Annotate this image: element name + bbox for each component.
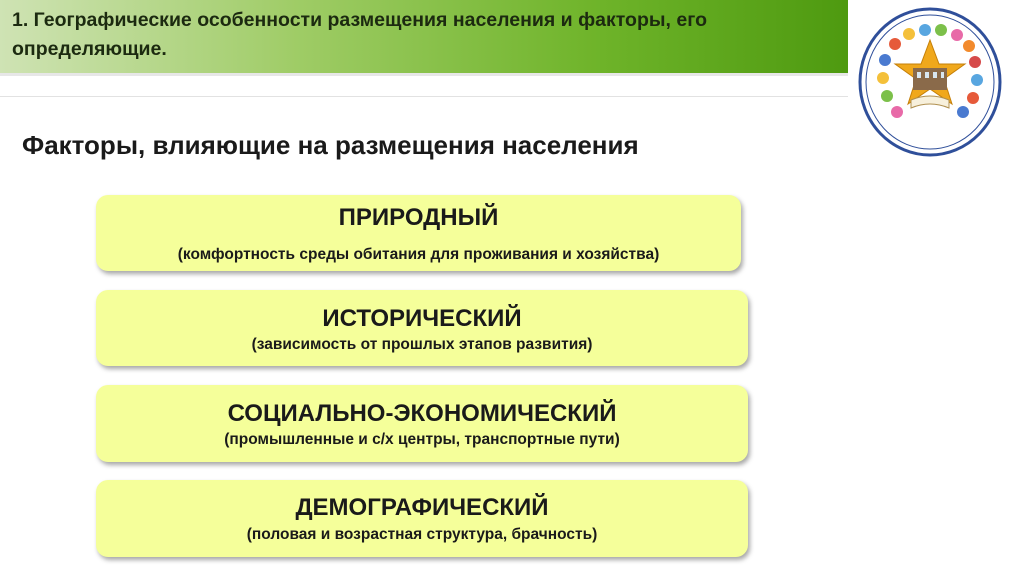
factor-name: СОЦИАЛЬНО-ЭКОНОМИЧЕСКИЙ bbox=[227, 400, 617, 427]
factor-socio-economic bbox=[96, 385, 748, 462]
college-emblem-icon bbox=[855, 2, 1005, 162]
factor-historical bbox=[96, 290, 748, 366]
header-rule bbox=[0, 73, 848, 76]
header-bar bbox=[0, 0, 848, 73]
factor-description: (комфортность среды обитания для проживания и хозяйства) bbox=[177, 246, 660, 263]
factor-demographic bbox=[96, 480, 748, 557]
factor-description: (промышленные и с/х центры, транспортные пути) bbox=[224, 431, 620, 448]
factor-natural bbox=[96, 195, 741, 271]
factor-description: (половая и возрастная структура, брачность) bbox=[246, 526, 598, 543]
factor-name: ДЕМОГРАФИЧЕСКИЙ bbox=[295, 494, 549, 521]
factor-description: (зависимость от прошлых этапов развития) bbox=[251, 336, 593, 353]
factor-name: ИСТОРИЧЕСКИЙ bbox=[322, 305, 522, 332]
factor-name: ПРИРОДНЫЙ bbox=[338, 204, 499, 231]
divider bbox=[0, 96, 848, 97]
slide-title: 1. Географические особенности размещения населения и факторы, его определяющие. bbox=[12, 9, 707, 60]
slide-heading: Факторы, влияющие на размещения населения bbox=[22, 130, 639, 160]
